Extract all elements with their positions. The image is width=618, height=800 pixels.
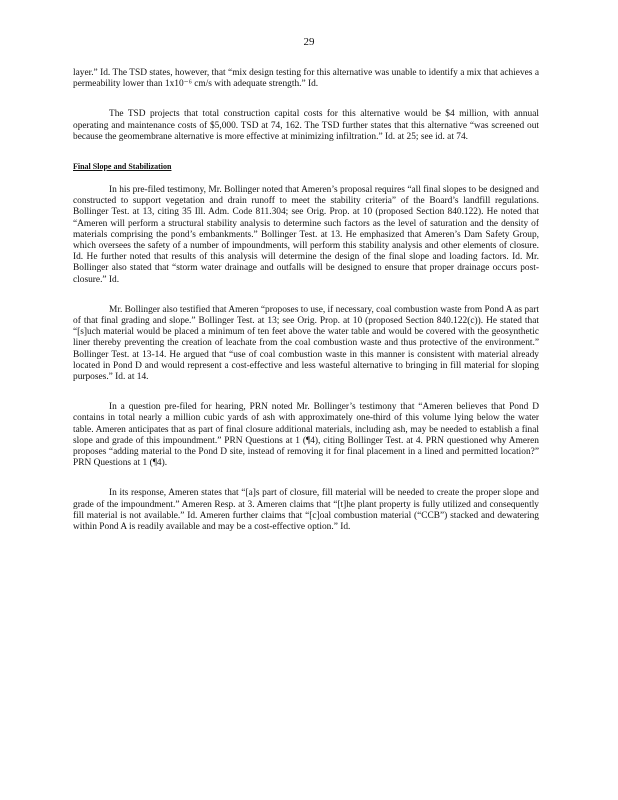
paragraph-coal-combustion-waste: Mr. Bollinger also testified that Ameren “proposes to use, if necessary, coal combustion waste from Pond A as part of that final grading and slope.” Bollinger Test. at 13; see Orig. Prop. at 10 (proposed Section 840.122(c)). He stated that “[s]uch material would be placed a minimum of ten feet above the water table and would be covered with the geosynthetic liner thereby preventing the creation of leachate from the coal combustion waste and thus protective of the environment.” Bollinger Test. at 13-14. He argued that “use of coal combustion waste in this manner is consistent with material already located in Pond D and would represent a cost-effective and less wasteful alternative to bringing in fill material for sloping purposes.” Id. at 14.	[73, 304, 539, 383]
paragraph-permeability-continuation: layer.” Id. The TSD states, however, that “mix design testing for this alternative was unable to identify a mix that achieves a permeability lower than 1x10⁻⁶ cm/s with adequate strength.” Id.	[73, 68, 539, 90]
paragraph-tsd-costs: The TSD projects that total construction capital costs for this alternative would be $4 million, with annual operating and maintenance costs of $5,000. TSD at 74, 162. The TSD further states that this alternative “was screened out because the geomembrane alternative is more effective at minimizing infiltration.” Id. at 25; see id. at 74.	[73, 109, 539, 142]
page-body	[73, 68, 539, 533]
paragraph-ameren-response: In its response, Ameren states that “[a]s part of closure, fill material will be needed to create the proper slope and grade of the impoundment.” Ameren Resp. at 3. Ameren claims that “[t]he plant property is fully utilized and consequently fill material is not available.” Id. Ameren further claims that “[c]oal combustion material (“CCB”) stacked and dewatering within Pond A is readily available and may be a cost-effective option.” Id.	[73, 488, 539, 533]
section-heading: Final Slope and Stabilization	[73, 162, 172, 172]
paragraph-prn-question: In a question pre-filed for hearing, PRN noted Mr. Bollinger’s testimony that “Ameren believes that Pond D contains in total nearly a million cubic yards of ash with approximately one-third of this volume lying below the water table. Ameren anticipates that as part of final closure additional materials, including ash, may be needed to establish a final slope and grade of this impoundment.” PRN Questions at 1 (¶4), citing Bollinger Test. at 4. PRN questioned why Ameren proposes “adding material to the Pond D site, instead of removing it for final placement in a lined and permitted location?” PRN Questions at 1 (¶4).	[73, 402, 539, 469]
page-number: 29	[303, 36, 315, 48]
paragraph-bollinger-testimony: In his pre-filed testimony, Mr. Bollinger noted that Ameren’s proposal requires “all final slopes to be designed and constructed to support vegetation and drain runoff to meet the stability criteria” of the Board’s landfill regulations. Bollinger Test. at 13, citing 35 Ill. Adm. Code 811.304; see Orig. Prop. at 10 (proposed Section 840.122). He noted that “Ameren will perform a structural stability analysis to determine such factors as the level of saturation and the density of materials comprising the pond’s embankments.” Bollinger Test. at 13. He emphasized that Ameren’s Dam Safety Group, which oversees the safety of a number of impoundments, will perform this stability analysis and other elements of closure. Id. He further noted that results of this analysis will determine the design of the final slope and loading factors. Id. Mr. Bollinger also stated that “storm water drainage and outfalls will be designed to ensure that proper drainage occurs post-closure.” Id.	[73, 185, 539, 285]
